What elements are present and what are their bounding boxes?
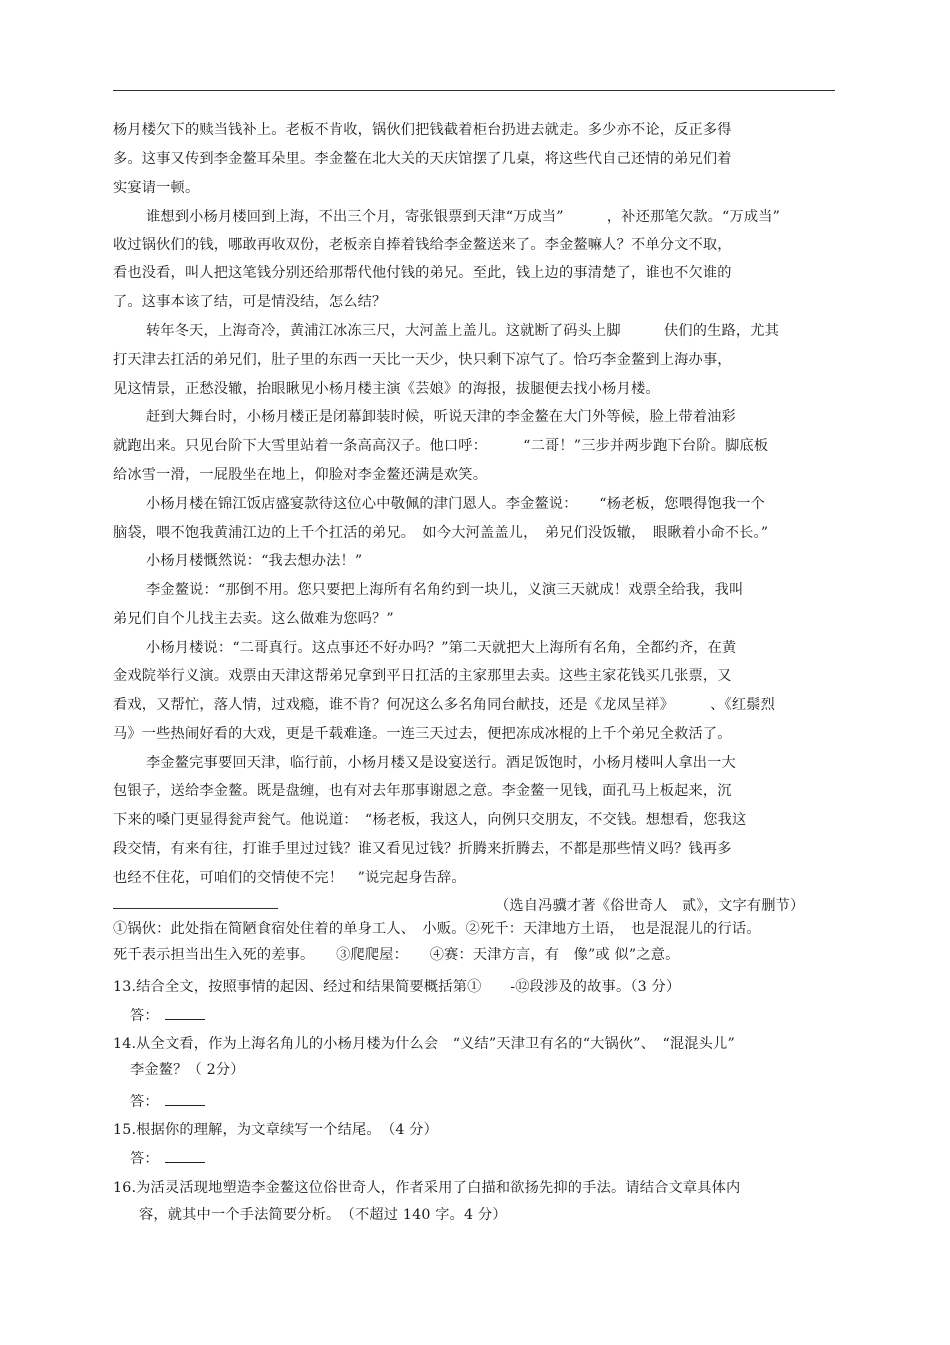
text-line: 弟兄们自个儿找主去卖。这么做难为您吗？”: [113, 611, 394, 627]
text-line: 脑袋，喂不饱我黄浦江边的上千个扛活的弟兄。 如今大河盖盖儿， 弟兄们没饭辙， 眼瞅着小命不长。”: [113, 525, 769, 541]
text-line: 了。这事本该了结，可是情没结，怎么结？: [113, 294, 387, 310]
text-line: 李金鳌完事要回天津，临行前，小杨月楼又是设宴送行。酒足饭饱时，小杨月楼叫人拿出一大: [146, 755, 736, 771]
text-line: 金戏院举行义演。戏票由天津这帮弟兄拿到平日扛活的主家那里去卖。这些主家花钱买几张票，又: [113, 668, 732, 684]
text-line: 包银子，送给李金鳌。既是盘缠，也有对去年那事谢恩之意。李金鳌一见钱，面孔马上板起来，沉: [113, 783, 732, 799]
answer-line-14[interactable]: [130, 1091, 205, 1111]
text-line: 下来的嗓门更显得瓮声瓮气。他说道： “杨老板，我这人，向例只交朋友，不交钱。想想看，您我这: [113, 812, 747, 828]
source-note: （选自冯骥才著《俗世奇人 贰》，文字有删节）: [495, 898, 805, 914]
question-16: 16.为活灵活现地塑造李金鳌这位俗世奇人，作者采用了白描和欲扬先抑的手法。请结合文章具体内: [113, 1180, 741, 1196]
answer-blank[interactable]: [165, 1091, 205, 1106]
text-line: 段交情，有来有往，打谁手里过过钱？谁又看见过钱？折腾来折腾去，不都是那些情义吗？钱再多: [113, 841, 732, 857]
text-line: 小杨月楼说：“二哥真行。这点事还不好办吗？”第二天就把大上海所有名角，全都约齐，在黄: [146, 640, 737, 656]
answer-line-13[interactable]: [130, 1005, 205, 1025]
text-line: 收过锅伙们的钱，哪敢再收双份，老板亲自捧着钱给李金鳌送来了。李金鳌嘛人？不单分文不取，: [113, 237, 732, 253]
text-line: 小杨月楼慨然说：“我去想办法！”: [146, 553, 363, 569]
answer-label: 答：: [130, 1008, 159, 1024]
text-line: 就跑出来。只见台阶下大雪里站着一条高高汉子。他口呼： “二哥！”三步并两步跑下台阶。脚底板: [113, 438, 769, 454]
answer-label: 答：: [130, 1151, 159, 1167]
answer-blank[interactable]: [165, 1005, 205, 1020]
text-line: 李金鳌说：“那倒不用。您只要把上海所有名角约到一块儿，义演三天就成！戏票全给我，我叫: [146, 582, 744, 598]
answer-label: 答：: [130, 1094, 159, 1110]
text-line: 看戏，又帮忙，落人情，过戏瘾，谁不肯？何况这么多名角同台献技，还是《龙凤呈祥》 、《红鬃烈: [113, 697, 776, 713]
text-line: 见这情景，正愁没辙，抬眼瞅见小杨月楼主演《芸娘》的海报，拔腿便去找小杨月楼。: [113, 381, 660, 397]
question-16-cont: 容，就其中一个手法简要分析。 （不超过 140 字。4 分）: [139, 1207, 507, 1223]
text-line: 给冰雪一滑，一屁股坐在地上，仰脸对李金鳌还满是欢笑。: [113, 467, 488, 483]
text-line: 杨月楼欠下的赎当钱补上。老板不肯收，锅伙们把钱截着柜台扔进去就走。多少亦不论，反正多得: [113, 122, 732, 138]
footnote-line: 死千表示担当出生入死的差事。 ③爬爬屋： ④赛：天津方言，有 像”或 似”之意。: [113, 947, 680, 963]
answer-blank[interactable]: [165, 1148, 205, 1163]
text-line: 小杨月楼在锦江饭店盛宴款待这位心中敬佩的津门恩人。李金鳌说： “杨老板，您喂得饱我一个: [146, 496, 766, 512]
question-14-cont: 李金鳌？（ 2分）: [130, 1062, 245, 1078]
footnote-line: ①锅伙：此处指在简陋食宿处住着的单身工人、 小贩。②死千：天津地方土语， 也是混混儿的行话。: [113, 921, 761, 937]
text-line: 马》一些热闹好看的大戏，更是千载难逢。一连三天过去，便把冻成冰棍的上千个弟兄全救活了。: [113, 726, 732, 742]
text-line: 多。这事又传到李金鳌耳朵里。李金鳌在北大关的天庆馆摆了几桌，将这些代自己还情的弟兄们着: [113, 151, 732, 167]
text-line: 也经不住花，可咱们的交情使不完！ ”说完起身告辞。: [113, 870, 466, 886]
question-14: 14.从全文看，作为上海名角儿的小杨月楼为什么会 “义结”天津卫有名的“大锅伙”、 “混混头儿”: [113, 1036, 735, 1052]
text-line: 实宴请一顿。: [113, 180, 200, 196]
answer-line-15[interactable]: [130, 1148, 205, 1168]
text-line: 赶到大舞台时，小杨月楼正是闭幕卸装时候，听说天津的李金鳌在大门外等候，脸上带着油彩: [146, 409, 736, 425]
text-line: 打天津去扛活的弟兄们，肚子里的东西一天比一天少，快只剩下凉气了。恰巧李金鳌到上海办事，: [113, 352, 732, 368]
text-line: 转年冬天，上海奇冷，黄浦江冰冻三尺，大河盖上盖儿。这就断了码头上脚 伕们的生路，尤其: [146, 323, 780, 339]
question-13: 13.结合全文，按照事情的起因、经过和结果简要概括第① -⑫段涉及的故事。（3 分）: [113, 979, 681, 995]
text-line: 看也没看，叫人把这笔钱分别还给那帮代他付钱的弟兄。至此，钱上边的事清楚了，谁也不欠谁的: [113, 265, 732, 281]
footnote-rule: [113, 908, 278, 909]
top-rule: [113, 90, 835, 91]
question-15: 15.根据你的理解，为文章续写一个结尾。 （4 分）: [113, 1122, 439, 1138]
text-line: 谁想到小杨月楼回到上海，不出三个月，寄张银票到天津“万成当” ，补还那笔欠款。“万成当”: [146, 209, 781, 225]
